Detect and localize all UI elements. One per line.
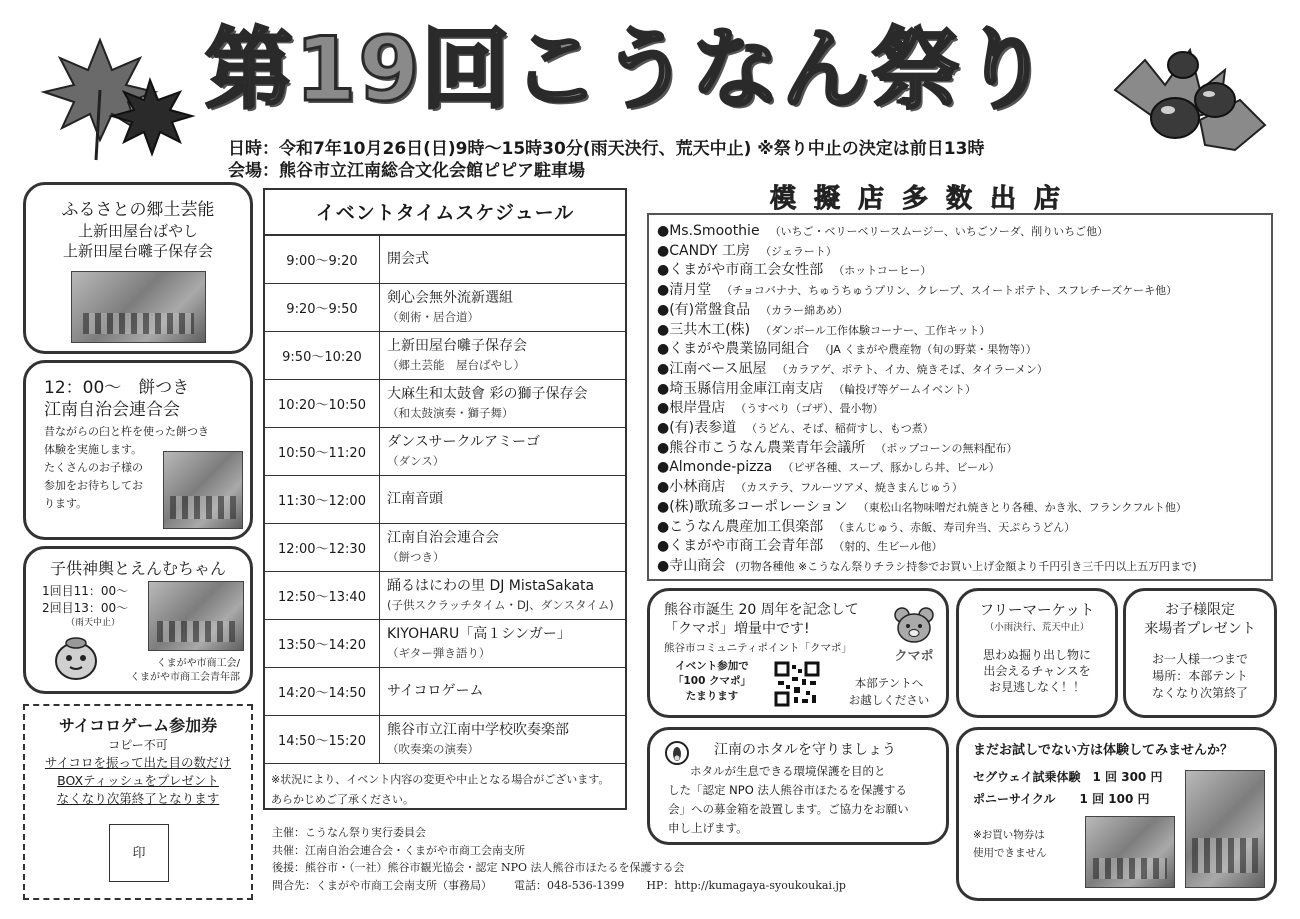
trial-box: [956, 727, 1277, 901]
flea-title: フリーマーケット: [979, 603, 1095, 619]
hotaru-desc: ホタルが生息できる環境保護を目的と した「認定 NPO 法人熊谷市ほたるを保護する 会」への募金箱を設置します。ご協力をお願い 申し上げます。: [668, 764, 909, 835]
schedule-row: [265, 668, 625, 716]
schedule-event: [380, 572, 625, 619]
schedule-event-sub: （ダンス）: [387, 453, 445, 468]
schedule-event: [380, 380, 625, 427]
shop-desc: （うどん、そば、稲荷すし、もつ煮）: [746, 422, 934, 436]
shop-item: [657, 518, 1271, 538]
shop-item: [657, 281, 1271, 301]
mochi-desc: 昔ながらの臼と杵を使った餅つき 体験を実施します。 たくさんのお子様の 参加をお待ちしてお ります。: [44, 425, 209, 510]
shop-desc: （うすべり（ゴザ）、畳小物）: [735, 402, 884, 416]
schedule-row: [265, 332, 625, 380]
schedule-event: [380, 332, 625, 379]
mikoshi-time2: 2回目13：00～: [42, 601, 129, 615]
shop-desc: （ダンボール工作体験コーナー、工作キット）: [760, 323, 991, 337]
shop-item: [657, 222, 1271, 242]
shop-item: [657, 340, 1271, 360]
qr-code-icon: [774, 661, 820, 707]
flea-market-box: [956, 588, 1118, 718]
schedule-rows: [265, 236, 625, 764]
shop-item: [657, 498, 1271, 518]
shop-name: ●江南ベース凪屋: [657, 360, 767, 377]
mochitsuki-box: [23, 360, 253, 540]
schedule-row: [265, 236, 625, 284]
shop-name: ●Ms.Smoothie: [657, 223, 760, 239]
chestnut-illustration: [1105, 30, 1275, 160]
schedule-event: [380, 428, 625, 475]
footer-cosponsor: 共催：江南自治会連合会・くまがや市商工会南支所: [272, 843, 525, 857]
shop-name: ●くまがや市商工会青年部: [657, 538, 824, 555]
kumapo-bear-icon: [892, 605, 936, 645]
shop-desc: （いちご・ベリーベリースムージー、いちごソーダ、削りいちご他）: [769, 225, 1109, 238]
shop-name: ●CANDY 工房: [657, 242, 751, 259]
shop-item: [657, 478, 1271, 498]
schedule-event-name: 開会式: [387, 251, 429, 267]
shop-name: ●寺山商会: [657, 557, 726, 574]
coupon-title: サイコロゲーム参加券: [58, 716, 218, 735]
event-venue: 会場：熊谷市立江南総合文化会館ピピア駐車場: [228, 161, 585, 181]
shop-desc: （カステラ、フルーツアメ、焼きまんじゅう）: [735, 481, 963, 495]
schedule-time: 11:30～12:00: [265, 476, 380, 523]
schedule-row: [265, 380, 625, 428]
shop-name: ●清月堂: [657, 282, 712, 299]
schedule-event-name: 踊るはにわの里 DJ MistaSakata: [387, 577, 595, 594]
schedule-row: [265, 572, 625, 620]
schedule-event: [380, 668, 625, 715]
schedule-event-name: サイコロゲーム: [387, 683, 484, 699]
schedule-time: 10:50～11:20: [265, 428, 380, 475]
shop-item: [657, 458, 1271, 478]
schedule-time: 13:50～14:20: [265, 620, 380, 667]
mikoshi-photo: [148, 581, 244, 651]
event-schedule: [263, 188, 627, 810]
schedule-note: ※状況により、イベント内容の変更や中止となる場合がございます。 あらかじめご了承ください。: [271, 773, 610, 806]
shop-item: [657, 399, 1271, 419]
schedule-time: 9:50～10:20: [265, 332, 380, 379]
mascot-illustration: [50, 633, 102, 685]
shop-desc: （カラアゲ、ポテト、イカ、焼きそば、タイラーメン）: [776, 362, 1048, 376]
kumapo-tent: 本部テントへ お越しください: [848, 676, 930, 707]
pony-price: ポニーサイクル 1 回 100 円: [973, 792, 1150, 806]
dice-game-coupon: [23, 704, 253, 900]
footer-organizer: 主催：こうなん祭り実行委員会: [272, 826, 426, 839]
flea-note: （小雨決行、荒天中止）: [984, 622, 1090, 633]
shop-desc: （射的、生ビール他）: [833, 540, 943, 554]
kids-gift-box: [1123, 588, 1277, 718]
schedule-event: [380, 236, 625, 283]
trial-title: まだお試しでない方は体験してみませんか？: [973, 743, 1234, 758]
schedule-row: [265, 716, 625, 764]
shop-desc: （JA くまがや農産物（旬の野菜・果物等））: [819, 343, 1037, 357]
shop-name: ●熊谷市こうなん農業青年会議所: [657, 439, 866, 456]
schedule-event-name: 熊谷市立江南中学校吹奏楽部: [387, 721, 569, 738]
shops-header: 模擬店多数出店: [770, 184, 1079, 214]
kyodo-geino-box: [23, 182, 253, 354]
mochi-group: 江南自治会連合会: [44, 400, 180, 420]
shop-name: ●(株)歌琉多コーポレーション: [657, 498, 848, 515]
schedule-event-name: 上新田屋台囃子保存会: [387, 337, 527, 354]
schedule-time: 9:00～9:20: [265, 236, 380, 283]
flea-desc: 思わぬ掘り出し物に 出会えるチャンスを お見逃しなく！！: [982, 648, 1091, 694]
schedule-event-sub: （吹奏楽の演奏）: [387, 741, 479, 756]
kyodo-line2: 上新田屋台囃子保存会: [62, 242, 213, 260]
pony-photo: [1085, 816, 1175, 888]
shop-item: [657, 301, 1271, 321]
schedule-event-sub: （和太鼓演奏・獅子舞）: [387, 405, 514, 420]
event-title: 第19回こうなん祭り: [205, 18, 1052, 121]
schedule-event-sub: （餅つき）: [387, 549, 445, 564]
schedule-event-sub: （郷土芸能 屋台ばやし）: [387, 357, 525, 372]
segway-price: セグウェイ試乗体験 1 回 300 円: [973, 770, 1163, 784]
shops-list: [647, 213, 1273, 581]
mikoshi-time1: 1回目11：00～: [42, 584, 129, 598]
mochi-photo: [163, 451, 243, 529]
footer: [272, 824, 912, 894]
schedule-event-sub: （剣術・居合道）: [387, 309, 479, 324]
kumapo-line3: 熊谷市コミュニティポイント「クマポ」: [664, 642, 852, 654]
shop-desc: (刃物各種他 ※こうなん祭りチラシ持参でお買い上げ金額より千円引き三千円以上五万円まで): [735, 559, 1197, 573]
schedule-row: [265, 428, 625, 476]
schedule-title: イベントタイムスケジュール: [265, 190, 625, 236]
shop-item: [657, 321, 1271, 341]
schedule-time: 9:20～9:50: [265, 284, 380, 331]
kyodo-line1: 上新田屋台ばやし: [77, 222, 198, 240]
kumapo-event-points: イベント参加で 「100 クマポ」 たまります: [672, 660, 752, 702]
shop-desc: （ジェラート）: [760, 244, 837, 258]
segway-photo: [1185, 770, 1265, 888]
shop-desc: （東松山名物味噌だれ焼きとり各種、かき氷、フランクフルト他）: [857, 500, 1187, 514]
schedule-event: [380, 524, 625, 571]
schedule-time: 14:20～14:50: [265, 668, 380, 715]
shop-name: ●三共木工(株): [657, 321, 751, 338]
kumapo-box: [647, 588, 949, 718]
schedule-row: [265, 620, 625, 668]
schedule-event-name: 大麻生和太鼓會 彩の獅子保存会: [387, 385, 588, 402]
shop-name: ●くまがや農業協同組合: [657, 341, 810, 358]
schedule-event-name: 江南音頭: [387, 491, 443, 507]
footer-support: 後援：熊谷市・（一社）熊谷市観光協会・認定 NPO 法人熊谷市ほたるを保護する会: [272, 861, 685, 874]
trial-note: ※お買い物券は 使用できません: [973, 829, 1047, 859]
schedule-event-name: ダンスサークルアミーゴ: [387, 433, 541, 450]
maple-leaves-illustration: [30, 30, 200, 165]
shop-name: ●くまがや市商工会女性部: [657, 262, 824, 279]
shop-item: [657, 557, 1271, 577]
gift-title1: お子様限定: [1165, 602, 1235, 618]
shop-name: ●(有)常盤食品: [657, 301, 751, 318]
schedule-event-sub: （ギター弾き語り）: [387, 645, 491, 660]
schedule-row: [265, 524, 625, 572]
hotaru-title: 江南のホタルを守りましょう: [714, 742, 896, 758]
stamp-box: [109, 824, 169, 882]
gift-desc: お一人様一つまで 場所：本部テント なくなり次第終了: [1151, 652, 1248, 700]
schedule-event: [380, 284, 625, 331]
shop-desc: （カラー綿あめ）: [760, 303, 849, 317]
schedule-row: [265, 284, 625, 332]
kumapo-line1: 熊谷市誕生 20 周年を記念して: [664, 602, 859, 618]
shop-name: ●(有)表参道: [657, 420, 737, 437]
schedule-time: 10:20～10:50: [265, 380, 380, 427]
shop-desc: （ホットコーヒー）: [833, 264, 932, 278]
coupon-line3: なくなり次第終了となります: [56, 791, 220, 806]
kumapo-line2: 「クマポ」増量中です!: [664, 621, 810, 637]
schedule-event: [380, 716, 625, 763]
schedule-event-name: 江南自治会連合会: [387, 529, 499, 546]
shop-name: ●こうなん農産加工倶楽部: [657, 518, 824, 535]
shop-desc: （まんじゅう、赤飯、寿司弁当、天ぷらうどん）: [833, 520, 1076, 534]
mikoshi-box: [23, 546, 253, 694]
shop-item: [657, 537, 1271, 557]
kyodo-photo: [71, 271, 206, 343]
shop-item: [657, 242, 1271, 262]
coupon-line1: サイコロを振って出た目の数だけ: [44, 755, 232, 770]
shop-item: [657, 261, 1271, 281]
schedule-time: 12:00～12:30: [265, 524, 380, 571]
kyodo-title: ふるさとの郷土芸能: [61, 200, 215, 220]
schedule-event: [380, 620, 625, 667]
mikoshi-title: 子供神輿とえんむちゃん: [49, 559, 226, 578]
shop-item: [657, 380, 1271, 400]
mikoshi-org: くまがや市商工会/ くまがや市商工会青年部: [130, 658, 240, 683]
shop-desc: （ピザ各種、スープ、豚かしら丼、ビール）: [782, 461, 1000, 475]
schedule-event-name: 剣心会無外流新選組: [387, 289, 513, 306]
shop-item: [657, 439, 1271, 459]
shop-desc: （輪投げ等ゲームイベント）: [833, 382, 976, 396]
schedule-event-sub: (子供スクラッチタイム・DJ、ダンスタイム): [387, 597, 614, 612]
shop-desc: （ポップコーンの無料配布）: [875, 441, 1018, 455]
shop-item: [657, 419, 1271, 439]
shop-name: ●小林商店: [657, 479, 726, 496]
shop-desc: （チョコバナナ、ちゅうちゅうプリン、クレープ、スイートポテト、スフレチーズケーキ他）: [721, 284, 1178, 298]
event-date: 日時：令和7年10月26日(日)9時～15時30分(雨天決行、荒天中止) ※祭り中止の決定は前日13時: [228, 139, 985, 159]
schedule-time: 12:50～13:40: [265, 572, 380, 619]
shop-name: ●埼玉縣信用金庫江南支店: [657, 380, 824, 397]
mochi-title: 12：00～ 餅つき: [44, 378, 190, 398]
kumapo-logo-text: クマポ: [894, 649, 934, 664]
coupon-line2: BOXティッシュをプレゼント: [57, 773, 219, 788]
schedule-event: [380, 476, 625, 523]
coupon-copy: コピー不可: [108, 738, 168, 752]
gift-title2: 来場者プレゼント: [1144, 621, 1256, 637]
footer-contact: 問合先：くまがや市商工会南支所（事務局） 電話：048-536-1399 HP：http://kumagaya-syoukoukai.jp: [272, 878, 846, 892]
schedule-event-name: KIYOHARU「高１シンガー」: [387, 625, 571, 642]
shop-item: [657, 360, 1271, 380]
shop-name: ●根岸畳店: [657, 400, 726, 417]
shop-name: ●Almonde-pizza: [657, 459, 773, 476]
mikoshi-note: （雨天中止）: [66, 618, 121, 628]
stamp-label: 印: [132, 846, 146, 861]
schedule-time: 14:50～15:20: [265, 716, 380, 763]
schedule-row: [265, 476, 625, 524]
